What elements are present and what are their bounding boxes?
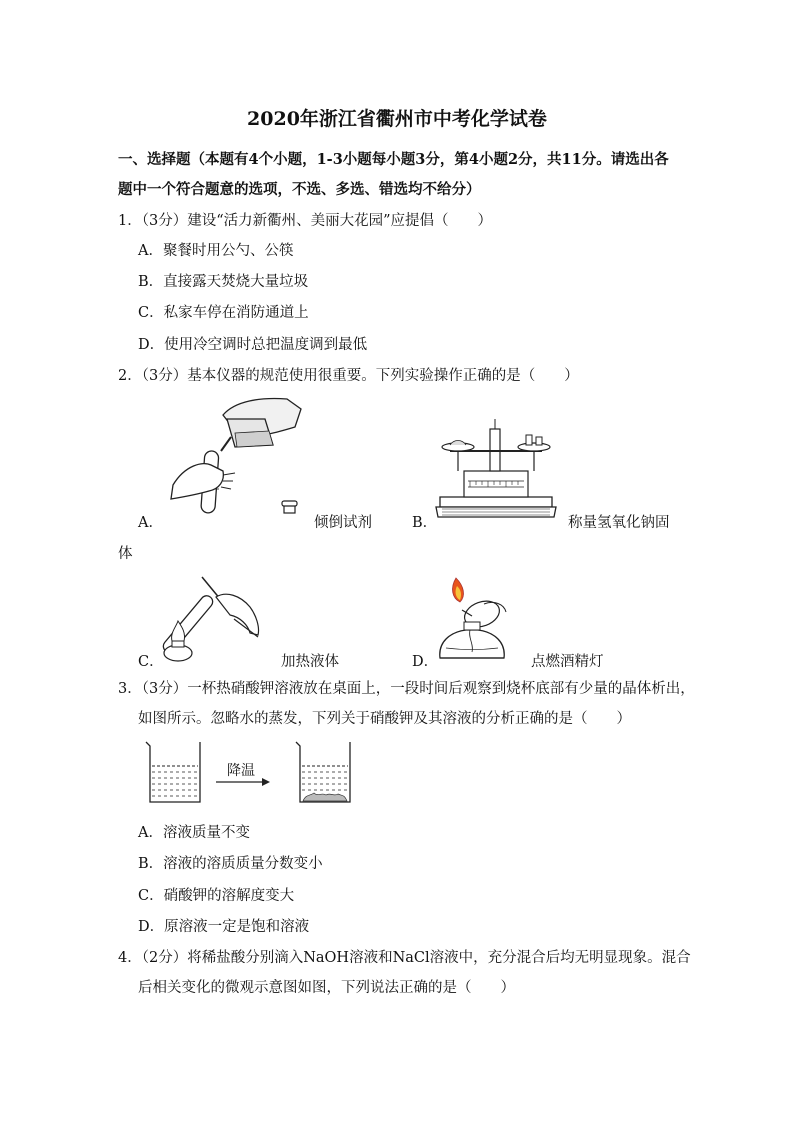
q2-option-b-caption: 称量氢氧化钠固: [568, 515, 670, 531]
q2-option-a-letter: A．: [138, 515, 163, 531]
q3-option-a: A．溶液质量不变: [138, 825, 250, 841]
q1-option-c: C．私家车停在消防通道上: [138, 305, 309, 321]
q2-option-d-caption: 点燃酒精灯: [531, 654, 604, 670]
alcohol-lamp-figure: [432, 574, 522, 670]
arrow-label-cooling: 降温: [227, 763, 255, 779]
q2-option-c-letter: C．: [138, 654, 164, 670]
q2-option-b-letter: B．: [412, 515, 438, 531]
cooling-arrow-icon: [214, 776, 274, 788]
q4-stem-line2: 后相关变化的微观示意图如图，下列说法正确的是（ ）: [138, 980, 515, 996]
q1-stem: 1．（3分）建设“活力新衢州、美丽大花园”应提倡（ ）: [118, 213, 493, 229]
heating-liquid-figure: [160, 571, 270, 667]
pouring-reagent-figure: [165, 393, 305, 523]
q1-option-a: A．聚餐时用公勺、公筷: [138, 243, 294, 259]
q1-option-d: D．使用冷空调时总把温度调到最低: [138, 337, 368, 353]
balance-scale-figure: [436, 417, 556, 523]
q4-stem-line1: 4．（2分）将稀盐酸分别滴入NaOH溶液和NaCl溶液中，充分混合后均无明显现象。混合: [118, 950, 691, 966]
q3-stem-line1: 3．（3分）一杯热硝酸钾溶液放在桌面上，一段时间后观察到烧杯底部有少量的晶体析出，: [118, 681, 695, 697]
q2-option-b-caption-wrap: 体: [118, 546, 133, 562]
q3-option-d: D．原溶液一定是饱和溶液: [138, 919, 310, 935]
q3-stem-line2: 如图所示。忽略水的蒸发，下列关于硝酸钾及其溶液的分析正确的是（ ）: [138, 711, 631, 727]
beaker-after-figure: [294, 740, 356, 806]
page-title: 2020年浙江省衢州市中考化学试卷: [247, 108, 547, 130]
beaker-before-figure: [144, 740, 206, 806]
q2-option-d-letter: D．: [412, 654, 439, 670]
q2-stem: 2．（3分）基本仪器的规范使用很重要。下列实验操作正确的是（ ）: [118, 368, 579, 384]
q2-option-c-caption: 加热液体: [281, 654, 339, 670]
q2-option-a-caption: 倾倒试剂: [314, 515, 372, 531]
q3-option-b: B．溶液的溶质质量分数变小: [138, 856, 323, 872]
q1-option-b: B．直接露天焚烧大量垃圾: [138, 274, 309, 290]
section-heading-line2: 题中一个符合题意的选项，不选、多选、错选均不给分）: [118, 181, 481, 198]
section-heading-line1: 一、选择题（本题有4个小题，1-3小题每小题3分，第4小题2分，共11分。请选出各: [118, 151, 669, 168]
q3-option-c: C．硝酸钾的溶解度变大: [138, 888, 295, 904]
